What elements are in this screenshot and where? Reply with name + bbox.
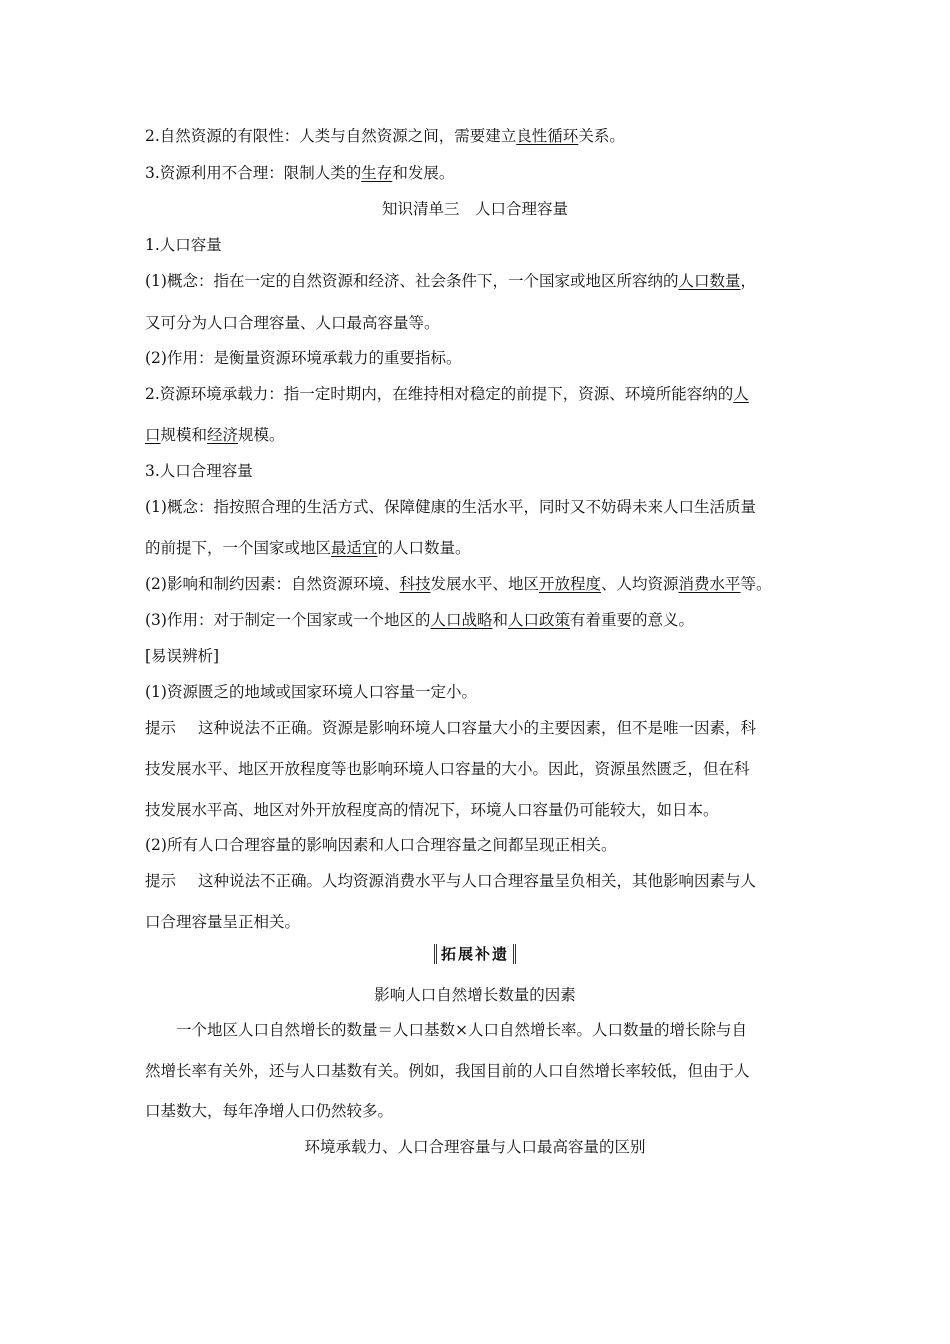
paragraph-line: 然增长率有关外，还与人口基数有关。例如，我国目前的人口自然增长率较低，但由于人 xyxy=(145,1062,750,1080)
text-line: [易误辨析] xyxy=(145,647,220,665)
text-line: (3)作用：对于制定一个国家或一个地区的人口战略和人口政策有着重要的意义。 xyxy=(145,611,695,629)
text-line: 又可分为人口合理容量、人口最高容量等。 xyxy=(145,314,440,332)
text-line: (2)影响和制约因素：自然资源环境、科技发展水平、地区开放程度、人均资源消费水平等。 xyxy=(145,575,772,593)
heading: 3.人口合理容量 xyxy=(145,462,253,480)
text-line: 口规模和经济规模。 xyxy=(145,426,285,444)
text-line: 技发展水平、地区开放程度等也影响环境人口容量的大小。因此，资源虽然匮乏，但在科 xyxy=(145,760,750,778)
text-line: (1)概念：指按照合理的生活方式、保障健康的生活水平，同时又不妨碍未来人口生活质量 xyxy=(145,498,756,516)
hint-line: 提示 这种说法不正确。资源是影响环境人口容量大小的主要因素，但不是唯一因素，科 xyxy=(145,719,757,737)
text-line: 2.自然资源的有限性：人类与自然资源之间，需要建立良性循环关系。 xyxy=(145,127,625,145)
section-badge: 拓展补遗 xyxy=(0,944,950,964)
text-line: 3.资源利用不合理：限制人类的生存和发展。 xyxy=(145,164,455,182)
text-line: 的前提下，一个国家或地区最适宜的人口数量。 xyxy=(145,539,471,557)
section-title: 知识清单三 人口合理容量 xyxy=(381,200,568,218)
paragraph-line: 口基数大，每年净增人口仍然较多。 xyxy=(145,1102,394,1120)
text-line: (2)作用：是衡量资源环境承载力的重要指标。 xyxy=(145,349,462,367)
paragraph-line: 一个地区人口自然增长的数量＝人口基数×人口自然增长率。人口数量的增长除与自 xyxy=(176,1021,747,1039)
subsection-title: 环境承载力、人口合理容量与人口最高容量的区别 xyxy=(304,1138,646,1156)
heading: 1.人口容量 xyxy=(145,236,222,254)
hint-line: 提示 这种说法不正确。人均资源消费水平与人口合理容量呈负相关，其他影响因素与人 xyxy=(145,872,757,890)
text-line: 2.资源环境承载力：指一定时期内，在维持相对稳定的前提下，资源、环境所能容纳的人 xyxy=(145,385,749,403)
text-line: 口合理容量呈正相关。 xyxy=(145,913,301,931)
subsection-title: 影响人口自然增长数量的因素 xyxy=(374,986,576,1004)
text-line: (1)资源匮乏的地域或国家环境人口容量一定小。 xyxy=(145,683,477,701)
text-line: (1)概念：指在一定的自然资源和经济、社会条件下，一个国家或地区所容纳的人口数量， xyxy=(145,272,756,290)
text-line: 技发展水平高、地区对外开放程度高的情况下，环境人口容量仍可能较大，如日本。 xyxy=(145,801,719,819)
text-line: (2)所有人口合理容量的影响因素和人口合理容量之间都呈现正相关。 xyxy=(145,836,617,854)
